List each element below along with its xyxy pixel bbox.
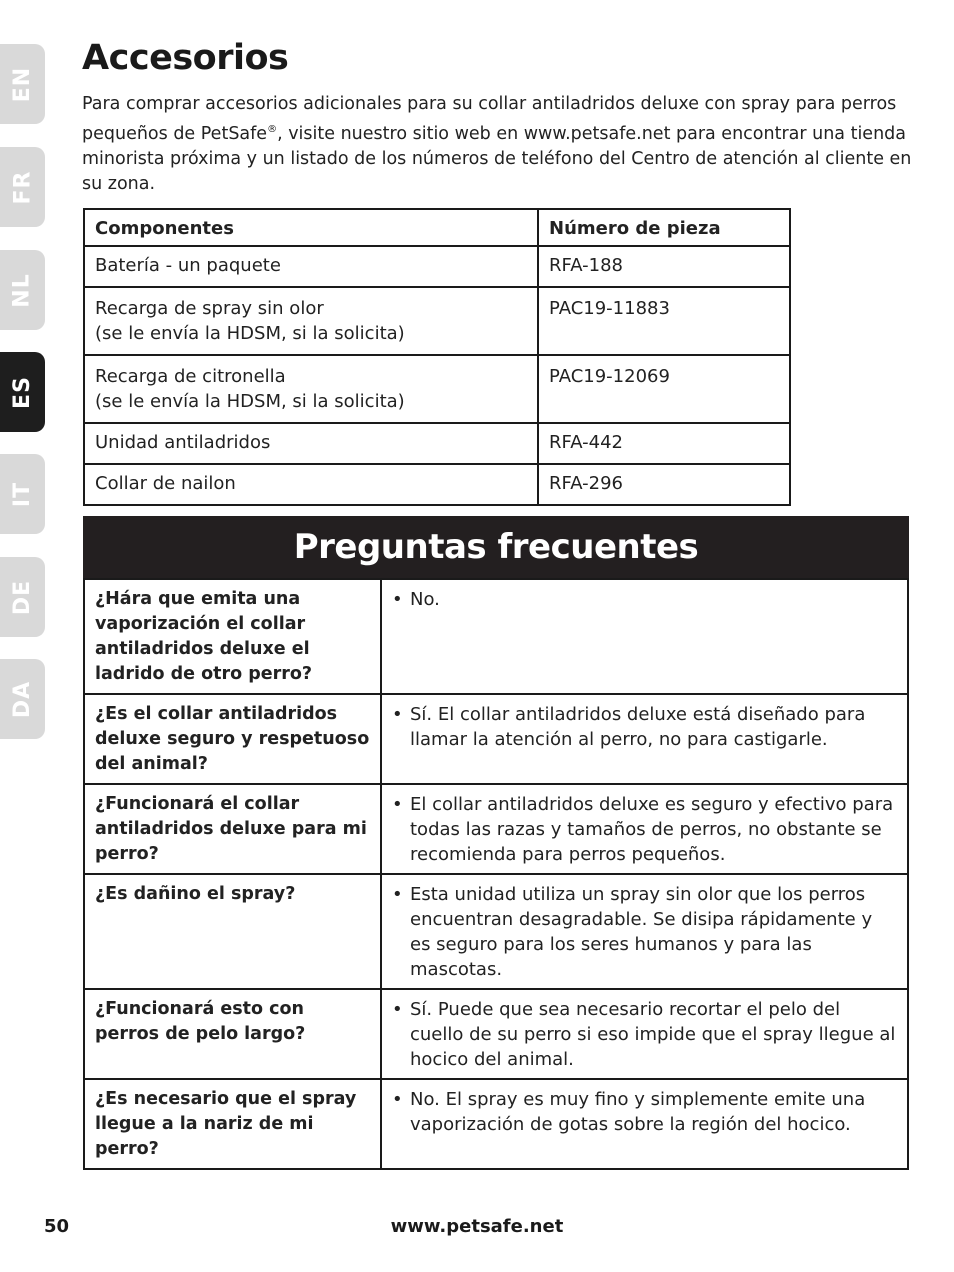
faq-answer-cell <box>381 694 908 784</box>
faq-row <box>84 579 908 694</box>
faq-answer: Sí. El collar antiladridos deluxe está diseñado para llamar la atención al perro, no para castigarle. <box>410 704 866 750</box>
part-number-cell: RFA-188 <box>538 246 790 287</box>
component-cell <box>84 246 538 287</box>
faq-answer-cell <box>381 874 908 989</box>
faq-answer: El collar antiladridos deluxe es seguro y efectivo para todas las razas y tamaños de perros, no obstante se recomienda para perros pequeños. <box>410 794 894 865</box>
table-row <box>84 246 790 287</box>
lang-tab-label: EN <box>9 66 35 102</box>
component-cell <box>84 464 538 505</box>
footer-url: www.petsafe.net <box>390 1216 564 1237</box>
component-name: Recarga de spray sin olor <box>95 298 324 319</box>
component-name: Recarga de citronella <box>95 366 286 387</box>
component-note: (se le envía la HDSM, si la solicita) <box>95 323 405 344</box>
lang-tab-label: FR <box>10 170 35 204</box>
bullet: • <box>392 999 403 1020</box>
component-name: Unidad antiladridos <box>95 432 271 453</box>
faq-question: ¿Funcionará esto con perros de pelo largo? <box>84 989 381 1079</box>
faq-row <box>84 694 908 784</box>
lang-tab-it[interactable] <box>0 454 45 534</box>
component-note: (se le envía la HDSM, si la solicita) <box>95 391 405 412</box>
page-title: Accesorios <box>82 38 289 78</box>
part-number-cell: RFA-442 <box>538 423 790 464</box>
registered-mark: ® <box>267 124 278 135</box>
lang-tab-da[interactable] <box>0 659 45 739</box>
component-cell <box>84 355 538 423</box>
bullet: • <box>392 1089 403 1110</box>
faq-answer-cell <box>381 989 908 1079</box>
part-number-cell: PAC19-11883 <box>538 287 790 355</box>
faq-answer: No. <box>410 589 440 610</box>
faq-section <box>83 516 909 1170</box>
header-components: Componentes <box>84 209 538 246</box>
lang-tab-label: ES <box>10 375 35 409</box>
faq-answer-cell <box>381 1079 908 1169</box>
faq-answer-cell <box>381 579 908 694</box>
bullet: • <box>392 884 403 905</box>
faq-row <box>84 989 908 1079</box>
faq-header <box>83 516 909 578</box>
faq-answer-cell <box>381 784 908 874</box>
intro-paragraph <box>82 92 912 197</box>
faq-title: Preguntas frecuentes <box>293 527 699 567</box>
faq-question: ¿Es dañino el spray? <box>84 874 381 989</box>
table-row <box>84 355 790 423</box>
intro-text-end: , visite nuestro sitio web en www.petsafe.net para encontrar una tienda minorista próxima y un listado de los números de teléfono del Centro de atención al cliente en su zona. <box>82 123 912 194</box>
faq-row <box>84 1079 908 1169</box>
component-name: Collar de nailon <box>95 473 236 494</box>
bullet: • <box>392 589 403 610</box>
faq-row <box>84 874 908 989</box>
table-row <box>84 287 790 355</box>
part-number-cell: PAC19-12069 <box>538 355 790 423</box>
faq-question: ¿Es el collar antiladridos deluxe seguro y respetuoso del animal? <box>84 694 381 784</box>
parts-header-row <box>84 209 790 246</box>
component-cell <box>84 287 538 355</box>
bullet: • <box>392 704 403 725</box>
faq-table <box>83 578 909 1170</box>
faq-question: ¿Hára que emita una vaporización el collar antiladridos deluxe el ladrido de otro perro? <box>84 579 381 694</box>
lang-tab-nl[interactable] <box>0 250 45 330</box>
parts-table <box>83 208 791 506</box>
component-cell <box>84 423 538 464</box>
page-number: 50 <box>44 1216 70 1237</box>
table-row <box>84 464 790 505</box>
lang-tab-label: NL <box>10 272 35 308</box>
faq-answer: No. El spray es muy fino y simplemente emite una vaporización de gotas sobre la región del hocico. <box>410 1089 866 1135</box>
faq-question: ¿Es necesario que el spray llegue a la nariz de mi perro? <box>84 1079 381 1169</box>
lang-tab-en[interactable] <box>0 44 45 124</box>
faq-answer: Sí. Puede que sea necesario recortar el pelo del cuello de su perro si eso impide que el spray llegue al hocico del animal. <box>410 999 896 1070</box>
part-number-cell: RFA-296 <box>538 464 790 505</box>
component-name: Batería - un paquete <box>95 255 281 276</box>
lang-tab-label: IT <box>9 481 35 507</box>
lang-tab-label: DE <box>9 579 35 615</box>
lang-tab-fr[interactable] <box>0 147 45 227</box>
faq-question: ¿Funcionará el collar antiladridos deluxe para mi perro? <box>84 784 381 874</box>
faq-answer: Esta unidad utiliza un spray sin olor que los perros encuentran desagradable. Se disipa rápidamente y es seguro para los seres humanos y para las mascotas. <box>410 884 873 980</box>
table-row <box>84 423 790 464</box>
lang-tab-label: DA <box>9 680 35 718</box>
lang-tab-de[interactable] <box>0 557 45 637</box>
faq-row <box>84 784 908 874</box>
lang-tab-es[interactable] <box>0 352 45 432</box>
header-part-number: Número de pieza <box>538 209 790 246</box>
bullet: • <box>392 794 403 815</box>
intro-text-start: Para comprar accesorios adicionales para su collar antiladridos deluxe con spray para perros pequeños de PetSafe <box>82 94 897 144</box>
